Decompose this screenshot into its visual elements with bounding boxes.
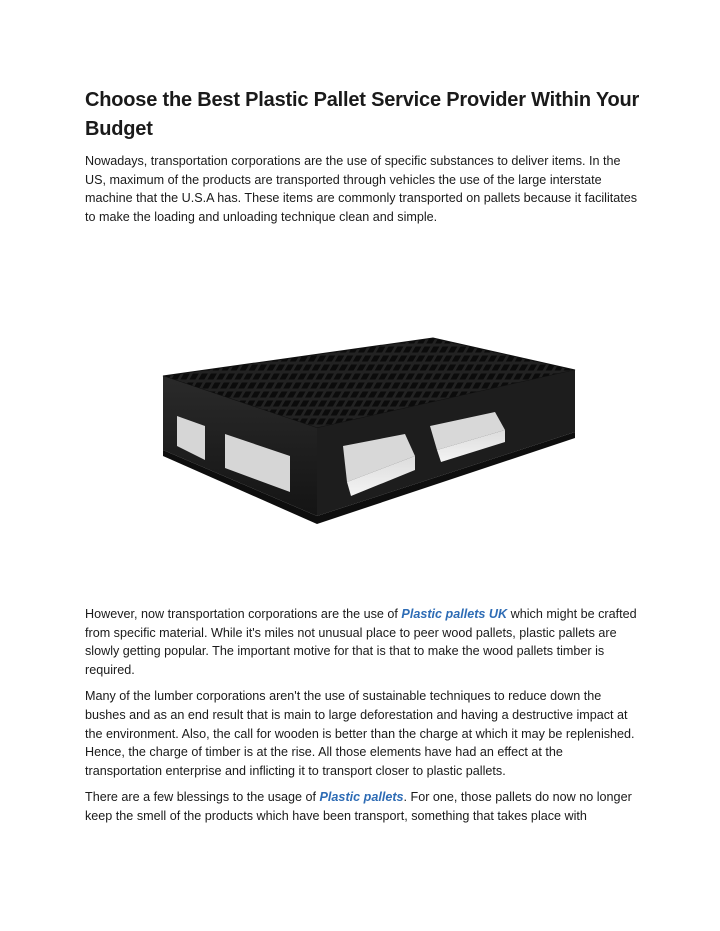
document-header bbox=[85, 86, 640, 226]
intro-paragraph: Nowadays, transportation corporations are the use of specific substances to deliver items. In the US, maximum of the products are transported through vehicles the use of the large interstate machine that the U.S.A has. These items are commonly transported on pallets because it facilitates to make the loading and unloading technique clean and simple. bbox=[85, 154, 638, 224]
plastic-pallets-uk-link[interactable]: Plastic pallets UK bbox=[401, 607, 508, 621]
plastic-pallet-illustration bbox=[85, 246, 640, 601]
plastic-pallets-link[interactable]: Plastic pallets bbox=[319, 790, 404, 805]
document-body bbox=[85, 605, 640, 834]
pallet-image bbox=[85, 246, 640, 601]
paragraph-2-text-before: However, now transportation corporations are the use of bbox=[85, 607, 402, 621]
paragraph-3: Many of the lumber corporations aren't the use of sustainable techniques to reduce down the bushes and as an end result that is main to large deforestation and having a destructive impact at the environment. Also, the call for wooden is better than the charge at which it may be replenished. Hence, the charge of timber is at the rise. All those elements have had an effect at the transportation enterprise and inflicting it to transport closer to plastic pallets. bbox=[85, 689, 635, 778]
paragraph-4-text-before: There are a few blessings to the usage of bbox=[85, 790, 320, 805]
paragraph-4 bbox=[85, 788, 640, 825]
paragraph-4-text-after: . For one, those pallets do now no longer keep the smell of the products which have been transport, something that takes place with bbox=[85, 790, 632, 823]
paragraph-2 bbox=[85, 605, 640, 679]
page-title: Choose the Best Plastic Pallet Service Provider Within Your Budget bbox=[85, 89, 640, 140]
paragraph-2-text-after: which might be crafted from specific material. While it's miles not unusual place to peer wood pallets, plastic pallets are slowly getting popular. The important motive for that is that to make the wood pallets timber is required. bbox=[85, 607, 637, 677]
